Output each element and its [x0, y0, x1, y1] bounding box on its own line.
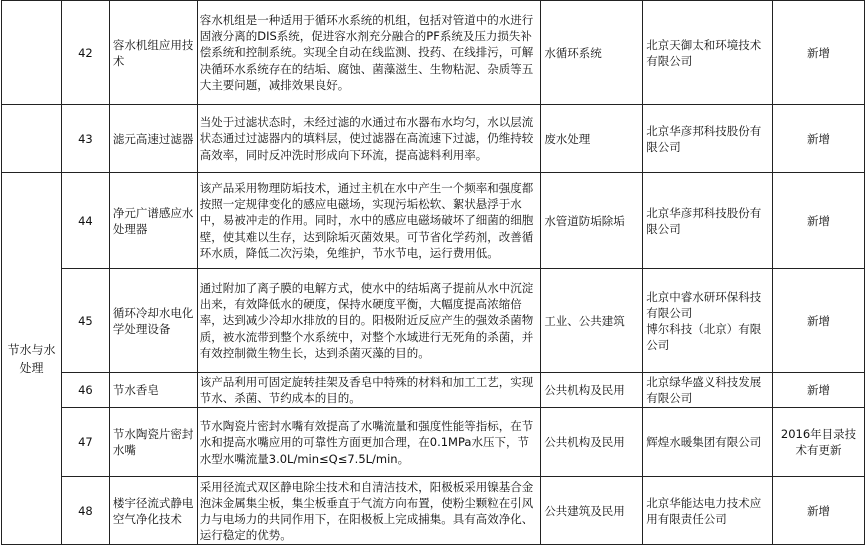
remark: 新增 — [773, 1, 865, 105]
application-field: 水管道防垢除垢 — [541, 173, 643, 269]
row-number: 43 — [61, 105, 109, 173]
row-number: 45 — [61, 269, 109, 373]
technology-description: 采用径流式双区静电除尘技术和自清洁技术，阳极板采用镍基合金泡沫金属集尘板，集尘板垂直于气流方向布置，使粉尘颗粒在引风力与电场力的共同作用下，在阳极板上完成捕集。具有高效净化、运行稳定的优势。 — [197, 477, 541, 545]
table-row — [2, 373, 865, 408]
category-cell: 节水与水处理 — [2, 173, 62, 545]
table-row — [2, 477, 865, 545]
category-cell-empty — [2, 1, 62, 105]
row-number: 47 — [61, 408, 109, 477]
technology-name: 节水香皂 — [109, 373, 197, 408]
technology-description: 该产品采用物理防垢技术，通过主机在水中产生一个频率和强度都按照一定规律变化的感应电磁场，实现污垢松软、絮状悬浮于水中，易被冲走的作用。同时，水中的感应电磁场破坏了细菌的细胞壁，使其难以生存，达到除垢灭菌效果。可节省化学药剂，改善循环水质，降低二次污染，免维护，节水节电，运行费用低。 — [197, 173, 541, 269]
technology-description: 当处于过滤状态时，未经过滤的水通过布水器布水均匀，水以层流状态通过过滤器内的填料层，使过滤器在高流速下过滤，仍维持较高效率，同时反冲洗时形成向下环流，提高滤料利用率。 — [197, 105, 541, 173]
application-field: 公共机构及民用 — [541, 373, 643, 408]
technology-name: 节水陶瓷片密封水嘴 — [109, 408, 197, 477]
technology-name: 滤元高速过滤器 — [109, 105, 197, 173]
technology-name: 循环冷却水电化学处理设备 — [109, 269, 197, 373]
technology-name: 容水机组应用技术 — [109, 1, 197, 105]
technology-description: 通过附加了离子膜的电解方式，使水中的结垢离子提前从水中沉淀出来，有效降低水的硬度，保持水硬度平衡，大幅度提高浓缩倍率，达到减少冷却水排放的目的。阳极附近反应产生的强效杀菌物质，被水流带到整个水系统中，对整个水域进行无死角的杀菌，并有效控制微生物生长，达到杀菌灭藻的目的。 — [197, 269, 541, 373]
table-row — [2, 105, 865, 173]
application-field: 工业、公共建筑 — [541, 269, 643, 373]
supplier: 北京绿华盛义科技发展有限公司 — [643, 373, 773, 408]
table-row — [2, 173, 865, 269]
application-field: 公共机构及民用 — [541, 408, 643, 477]
technology-description: 节水陶瓷片密封水嘴有效提高了水嘴流量和强度性能等指标，在节水和提高水嘴应用的可靠性方面更加合理，在0.1MPa水压下，节水型水嘴流量3.0L/min≤Q≤7.5L/min。 — [197, 408, 541, 477]
supplier: 北京天御太和环境技术有限公司 — [643, 1, 773, 105]
remark: 新增 — [773, 105, 865, 173]
remark: 新增 — [773, 173, 865, 269]
table-row — [2, 1, 865, 105]
remark: 新增 — [773, 269, 865, 373]
remark: 新增 — [773, 477, 865, 545]
row-number: 46 — [61, 373, 109, 408]
supplier: 北京华彦邦科技股份有限公司 — [643, 173, 773, 269]
supplier: 北京华能达电力技术应用有限责任公司 — [643, 477, 773, 545]
technology-catalog-table — [1, 0, 865, 545]
technology-description: 该产品利用可固定旋转挂架及香皂中特殊的材料和加工工艺，实现节水、杀菌、节约成本的目的。 — [197, 373, 541, 408]
row-number: 48 — [61, 477, 109, 545]
remark: 新增 — [773, 373, 865, 408]
technology-name: 净元广谱感应水处理器 — [109, 173, 197, 269]
supplier: 北京中睿水研环保科技有限公司 博尔科技（北京）有限公司 — [643, 269, 773, 373]
application-field: 废水处理 — [541, 105, 643, 173]
technology-description: 容水机组是一种适用于循环水系统的机组，包括对管道中的水进行固液分离的DIS系统，促进容水剂充分融合的PF系统及压力损失补偿系统和控制系统。实现全自动在线监测、投药、在线排污，可解决循环水系统存在的结垢、腐蚀、菌藻滋生、生物粘泥、杂质等五大主要问题，减排效果良好。 — [197, 1, 541, 105]
row-number: 44 — [61, 173, 109, 269]
category-cell-empty — [2, 105, 62, 173]
technology-name: 楼宇径流式静电空气净化技术 — [109, 477, 197, 545]
supplier: 北京华彦邦科技股份有限公司 — [643, 105, 773, 173]
supplier: 辉煌水暖集团有限公司 — [643, 408, 773, 477]
application-field: 公共建筑及民用 — [541, 477, 643, 545]
table-row — [2, 269, 865, 373]
row-number: 42 — [61, 1, 109, 105]
remark: 2016年目录技术有更新 — [773, 408, 865, 477]
application-field: 水循环系统 — [541, 1, 643, 105]
table-row — [2, 408, 865, 477]
